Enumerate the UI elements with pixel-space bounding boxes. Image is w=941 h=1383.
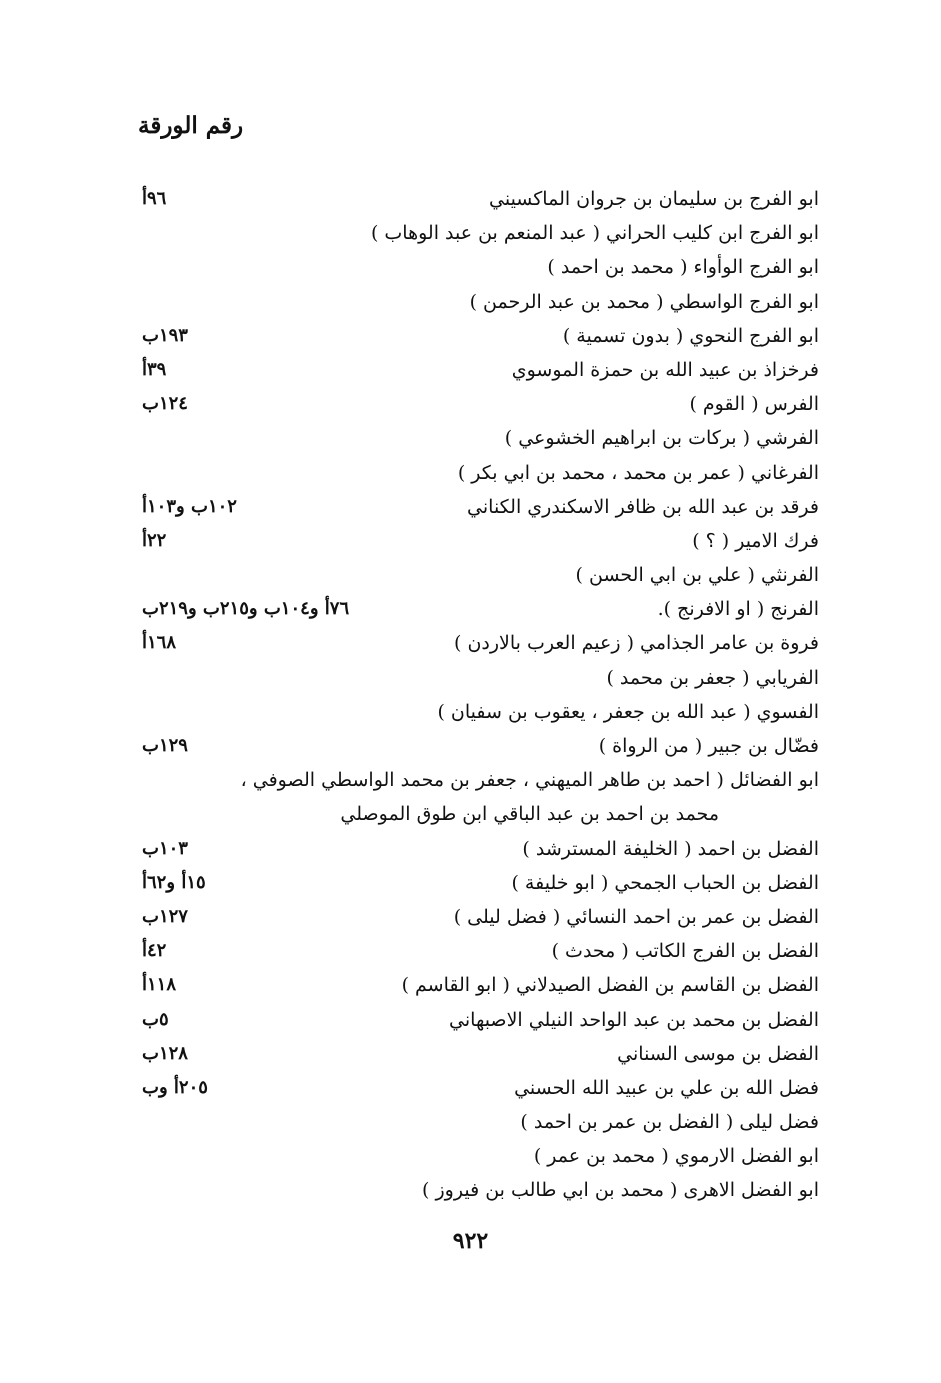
folio-reference: ١٢٧ب <box>142 905 188 927</box>
folio-reference: ٧٦أ و١٠٤ب و٢١٥ب و٢١٩ب <box>142 598 350 620</box>
index-entry <box>0 968 941 1002</box>
entry-name: محمد بن احمد بن عبد الباقي ابن طوق الموصلي <box>340 803 719 826</box>
entry-name: ابو الفرج النحوي ( بدون تسمية ) <box>562 324 819 347</box>
folio-reference: ١٥أ و٦٢أ <box>142 871 206 893</box>
entry-name: فضل ليلى ( الفضل بن عمر بن احمد ) <box>520 1111 819 1134</box>
index-entry <box>0 729 941 763</box>
entry-name: ابو الفضل الارموي ( محمد بن عمر ) <box>533 1145 819 1168</box>
folio-reference: ١٢٩ب <box>142 735 188 756</box>
entry-name: الفضل بن الفرج الكاتب ( محدث ) <box>551 940 819 963</box>
entry-name: الفرس ( القوم ) <box>689 393 819 416</box>
index-entry <box>0 797 941 831</box>
index-entry <box>0 490 941 524</box>
entry-name: فرقد بن عبد الله بن ظافر الاسكندري الكناني <box>467 495 819 518</box>
index-entry <box>0 250 941 284</box>
index-entry <box>0 456 941 490</box>
index-entry <box>0 592 941 626</box>
index-entry <box>0 763 941 797</box>
index-entry <box>0 524 941 558</box>
folio-reference: ١٢٨ب <box>142 1042 188 1064</box>
page-number: ٩٢٢ <box>452 1228 489 1254</box>
entry-name: فضل الله بن علي بن عبيد الله الحسني <box>514 1076 819 1099</box>
folio-reference: ١١٨أ <box>142 974 177 996</box>
index-entry <box>0 319 941 353</box>
entry-name: ابو الفرج الواسطي ( محمد بن عبد الرحمن ) <box>469 290 819 313</box>
folio-reference: ٥ب <box>142 1008 169 1030</box>
entry-name: الفضل بن موسى السناني <box>617 1042 819 1065</box>
entry-name: ابو الفرج ابن كليب الحراني ( عبد المنعم بن عبد الوهاب ) <box>370 222 819 245</box>
entry-name: الفضل بن القاسم بن الفضل الصيدلاني ( ابو القاسم ) <box>401 974 819 997</box>
index-entry <box>0 558 941 592</box>
folio-reference: ١٠٢ب و١٠٣أ <box>142 495 237 517</box>
entry-name: فرخزاذ بن عبيد الله بن حمزة الموسوي <box>511 358 819 381</box>
folio-reference: ١٩٣ب <box>142 324 188 346</box>
index-entry <box>0 661 941 695</box>
entry-name: الفضل بن الحباب الجمحي ( ابو خليفة ) <box>511 871 819 894</box>
entry-name: الفرنج ( او الافرنج ). <box>657 598 819 621</box>
entry-name: فضّال بن جبير ( من الرواة ) <box>598 735 819 757</box>
entry-name: الفرشي ( بركات بن ابراهيم الخشوعي ) <box>504 427 819 450</box>
entry-name: ابو الفرج بن سليمان بن جروان الماكسيني <box>489 188 819 210</box>
index-entry <box>0 216 941 250</box>
index-entry <box>0 182 941 216</box>
index-entry <box>0 934 941 968</box>
entry-name: الفرنثي ( علي بن ابي الحسن ) <box>575 564 819 587</box>
entry-name: الفضل بن احمد ( الخليفة المسترشد ) <box>522 837 819 860</box>
folio-reference: ٢٢أ <box>142 529 167 551</box>
index-entry <box>0 387 941 421</box>
index-entry <box>0 1173 941 1207</box>
index-entry <box>0 1105 941 1139</box>
index-entry <box>0 900 941 934</box>
entry-name: الفضل بن محمد بن عبد الواحد النيلي الاصبهاني <box>449 1008 819 1031</box>
entry-name: الفضل بن عمر بن احمد النسائي ( فضل ليلى ) <box>453 905 819 928</box>
folio-reference: ٢٠٥أ وب <box>142 1076 208 1098</box>
entry-name: ابو الفضائل ( احمد بن طاهر الميهني ، جعفر بن محمد الواسطي الصوفي ، <box>240 769 819 792</box>
entry-name: ابو الفضل الاهرى ( محمد بن ابي طالب بن فيروز ) <box>422 1179 819 1202</box>
index-entries <box>0 182 941 1208</box>
folio-reference: ٩٦أ <box>142 188 167 209</box>
entry-name: الفريابي ( جعفر بن محمد ) <box>606 666 819 689</box>
index-entry <box>0 626 941 660</box>
index-entry <box>0 285 941 319</box>
folio-reference: ٣٩أ <box>142 358 167 380</box>
index-entry <box>0 421 941 455</box>
index-entry <box>0 832 941 866</box>
entry-name: فروة بن عامر الجذامي ( زعيم العرب بالاردن ) <box>454 632 819 655</box>
folio-reference: ١٦٨أ <box>142 632 177 654</box>
index-entry <box>0 1037 941 1071</box>
entry-name: الفسوي ( عبد الله بن جعفر ، يعقوب بن سفيان ) <box>437 700 819 723</box>
index-entry <box>0 866 941 900</box>
folio-reference: ١٢٤ب <box>142 393 188 415</box>
folio-reference: ١٠٣ب <box>142 837 188 859</box>
entry-name: ابو الفرج الوأواء ( محمد بن احمد ) <box>547 256 819 279</box>
index-entry <box>0 695 941 729</box>
index-entry <box>0 1071 941 1105</box>
index-entry <box>0 1139 941 1173</box>
column-heading: رقم الورقة <box>138 112 244 139</box>
index-entry <box>0 1003 941 1037</box>
folio-reference: ٤٢أ <box>142 940 167 962</box>
entry-name: فرك الامير ( ؟ ) <box>692 529 819 552</box>
entry-name: الفرغاني ( عمر بن محمد ، محمد بن ابي بكر ) <box>457 461 819 484</box>
index-entry <box>0 353 941 387</box>
